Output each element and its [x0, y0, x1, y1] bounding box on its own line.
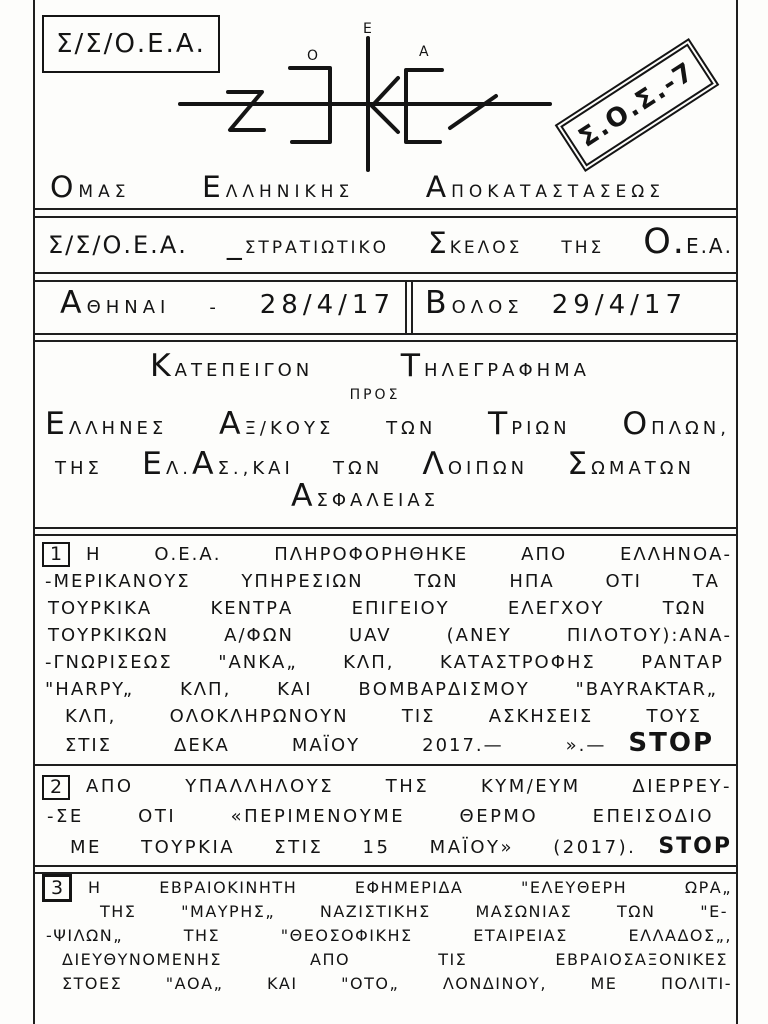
left-margin-line [33, 0, 35, 1024]
item-line: ΤΟΥΡΚΙΚΩΝ Α/ΦΩΝ UAV (ΑΝΕΥ ΠΙΛΟΤΟΥ):ΑΝΑ- [48, 625, 732, 646]
item-line-text: ΑΠΟ ΥΠΑΛΛΗΛΟΥΣ ΤΗΣ ΚΥΜ/ΕΥΜ ΔΙΕΡΡΕΥ- [86, 776, 732, 797]
item-line: "HARPY„ ΚΛΠ, ΚΑΙ ΒΟΜΒΑΡΔΙΣΜΟΥ "BAYRAKTAR„ [45, 679, 718, 700]
item-number-box: 2 [42, 775, 70, 800]
recipient-word: ΤΩΝ [386, 418, 437, 439]
stop-word: STOP [658, 834, 732, 859]
branch-word: Ο.Ε.Α. [643, 222, 733, 262]
date-place: ΑΘΗΝΑΙ [60, 285, 171, 321]
item-line-text: ΣΤΙΣ ΔΕΚΑ ΜΑΪΟΥ 2017.— ».— [65, 735, 607, 756]
recipient-word: ΑΣ.,ΚΑΙ [192, 446, 294, 482]
divider [33, 534, 738, 536]
telegram-item [42, 772, 732, 862]
date-divider [411, 281, 413, 333]
item-line [42, 876, 732, 900]
branch-line [48, 222, 733, 268]
telegram-item [42, 541, 732, 757]
recipient-word: ΤΩΝ [332, 458, 384, 479]
recipient-word: ΣΩΜΑΤΩΝ [567, 446, 695, 482]
logo-slash-mark [450, 96, 496, 128]
item-line: -ΣΕ ΟΤΙ «ΠΕΡΙΜΕΝΟΥΜΕ ΘΕΡΜΟ ΕΠΕΙΣΟΔΙΟ [47, 806, 714, 827]
logo-letter: Ε [363, 21, 372, 37]
recipient-word: ΕΛΛΗΝΕΣ [45, 406, 168, 442]
item-line: ΔΙΕΥΘΥΝΟΜΕΝΗΣ ΑΠΟ ΤΙΣ ΕΒΡΑΙΟΣΑΞΟΝΙΚΕΣ [62, 950, 728, 969]
divider [33, 865, 738, 867]
telegram-to: ΠΡΟΣ [349, 387, 401, 403]
recipient-word: ΕΛ. [142, 446, 192, 482]
item-number-box: 3 [42, 874, 72, 902]
divider [33, 527, 738, 529]
recipient-word: ΑΞ/ΚΟΥΣ [219, 406, 335, 442]
org-name-word: ΑΠΟΚΑΤΑΣΤΑΣΕΩΣ [425, 170, 665, 205]
telegram-title [150, 348, 590, 388]
item-line: ΚΛΠ, ΟΛΟΚΛΗΡΩΝΟΥΝ ΤΙΣ ΑΣΚΗΣΕΙΣ ΤΟΥΣ [65, 706, 702, 727]
unit-box: Σ/Σ/Ο.Ε.Α. [42, 15, 220, 73]
organization-logo [170, 20, 570, 175]
divider [33, 764, 738, 766]
item-line: ΤΟΥΡΚΙΚΑ ΚΕΝΤΡΑ ΕΠΙΓΕΙΟΥ ΕΛΕΓΧΟΥ ΤΩΝ [48, 598, 707, 619]
branch-word: ΤΗΣ [561, 238, 605, 258]
title-word: ΤΗΛΕΓΡΑΦΗΜΑ [400, 348, 590, 384]
branch-word: ΣΚΕΛΟΣ [427, 226, 523, 261]
item-line: ΣΤΟΕΣ "ΑΟΑ„ ΚΑΙ "ΟΤΟ„ ΛΟΝΔΙΝΟΥ, ΜΕ ΠΟΛΙΤΙ- [62, 974, 732, 993]
item-line [42, 730, 732, 757]
item-line [42, 541, 732, 568]
recipients-line [45, 406, 730, 446]
item-line [42, 772, 732, 802]
logo-letter: Ο [307, 48, 319, 64]
org-name-word: ΟΜΑΣ [50, 170, 131, 205]
date-divider [405, 281, 407, 333]
recipients-line [280, 478, 450, 516]
date-athens [60, 285, 395, 329]
branch-word: Σ/Σ/Ο.Ε.Α. [48, 231, 188, 259]
item-line [42, 832, 732, 862]
recipient-word: ΤΗΣ [55, 458, 103, 479]
divider [33, 208, 738, 210]
title-word: ΚΑΤΕΠΕΙΓΟΝ [150, 348, 314, 384]
logo-z-mark [228, 92, 264, 130]
divider [33, 340, 738, 342]
divider [33, 872, 738, 874]
sos-stamp: Σ.Ο.Σ.-7 [555, 38, 720, 172]
item-line-text: Η ΕΒΡΑΙΟΚΙΝΗΤΗ ΕΦΗΜΕΡΙΔΑ "ΕΛΕΥΘΕΡΗ ΩΡΑ„ [88, 878, 732, 897]
divider [33, 272, 738, 274]
branch-word: _ΣΤΡΑΤΙΩΤΙΚΟ [226, 226, 390, 261]
recipient-word: ΟΠΛΩΝ, [622, 406, 730, 442]
stop-word: STOP [628, 728, 714, 758]
date-place: ΒΟΛΟΣ [425, 285, 524, 321]
organization-name [50, 170, 665, 206]
recipient-word: ΤΡΙΩΝ [488, 406, 571, 442]
recipient-word: ΛΟΙΠΩΝ [422, 446, 529, 482]
divider [33, 280, 738, 282]
date-dash: - [209, 297, 221, 318]
divider [33, 216, 738, 218]
item-line-text: Η Ο.Ε.Α. ΠΛΗΡΟΦΟΡΗΘΗΚΕ ΑΠΟ ΕΛΛΗΝΟΑ- [86, 544, 732, 565]
item-line: -ΨΙΛΩΝ„ ΤΗΣ "ΘΕΟΣΟΦΙΚΗΣ ΕΤΑΙΡΕΙΑΣ ΕΛΛΑΔΟΣ„, [46, 926, 732, 945]
org-name-word: ΕΛΛΗΝΙΚΗΣ [201, 170, 355, 205]
logo-letter: Α [419, 44, 429, 60]
date-volos [425, 285, 687, 329]
recipient-abbreviation [142, 446, 294, 482]
item-line: ΤΗΣ "ΜΑΥΡΗΣ„ ΝΑΖΙΣΤΙΚΗΣ ΜΑΣΩΝΙΑΣ ΤΩΝ "Ε- [100, 902, 728, 921]
recipient-word: ΑΣΦΑΛΕΙΑΣ [290, 478, 440, 514]
item-line-text: ΜΕ ΤΟΥΡΚΙΑ ΣΤΙΣ 15 ΜΑΪΟΥ» (2017). [70, 837, 637, 858]
item-number-box: 1 [42, 542, 70, 567]
date-value: 28/4/17 [259, 290, 395, 320]
item-line: -ΓΝΩΡΙΣΕΩΣ "ΑΝΚΑ„ ΚΛΠ, ΚΑΤΑΣΤΡΟΦΗΣ ΡΑΝΤΑΡ [45, 652, 724, 673]
telegram-item [42, 876, 732, 996]
date-value: 29/4/17 [551, 290, 687, 320]
right-margin-line [736, 0, 738, 1024]
divider [33, 333, 738, 335]
item-line: -ΜΕΡΙΚΑΝΟΥΣ ΥΠΗΡΕΣΙΩΝ ΤΩΝ ΗΠΑ ΟΤΙ ΤΑ [45, 571, 720, 592]
